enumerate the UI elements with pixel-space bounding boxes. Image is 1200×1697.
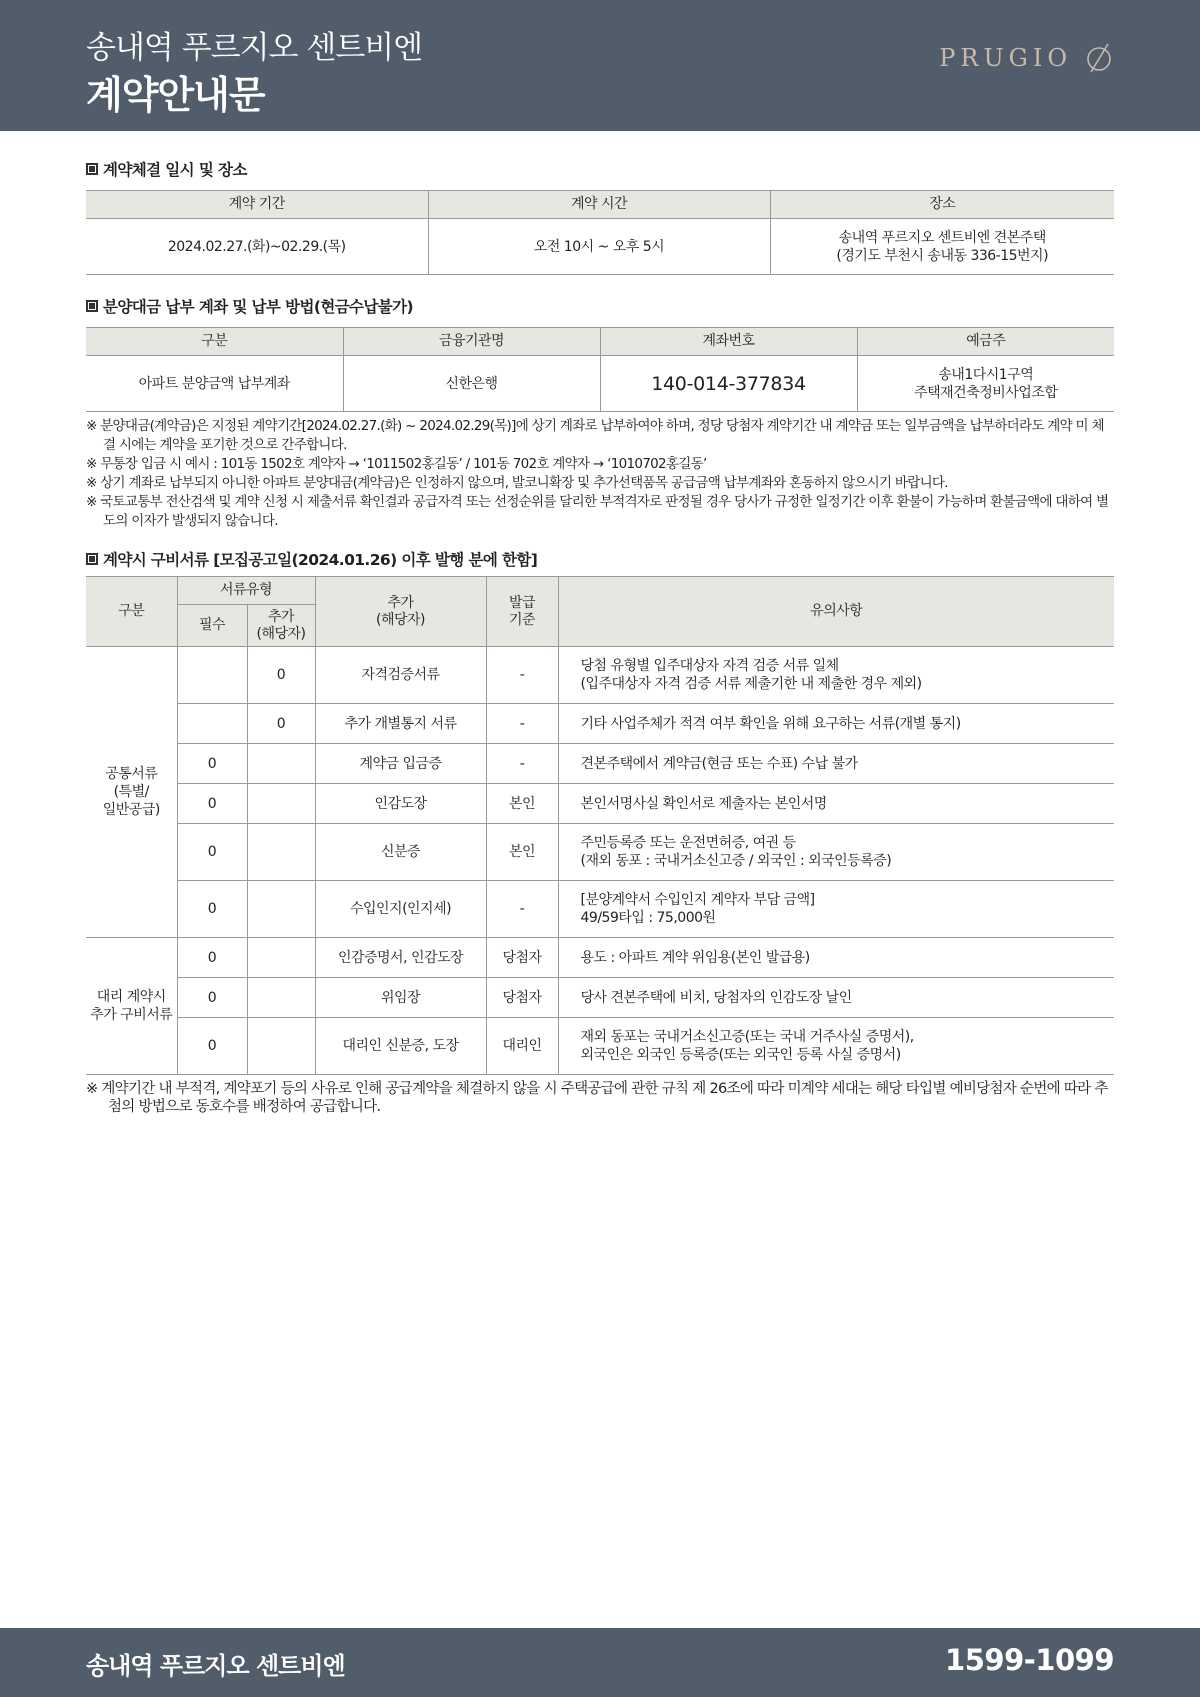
header-category: 구분 — [86, 577, 177, 647]
header-account: 계좌번호 — [600, 328, 857, 356]
square-bullet-icon — [86, 163, 98, 175]
payment-account-table — [86, 327, 1114, 412]
header-required: 필수 — [177, 605, 247, 647]
header-bank: 금융기관명 — [343, 328, 600, 356]
contract-time: 오전 10시 ~ 오후 5시 — [428, 219, 770, 275]
account-number: 140-014-377834 — [600, 356, 857, 412]
footer-phone: 1599-1099 — [945, 1643, 1114, 1677]
group-common-docs: 공통서류 (특별/ 일반공급) — [86, 647, 177, 938]
bank-name: 신한은행 — [343, 356, 600, 412]
documents-footnote: ※ 계약기간 내 부적격, 계약포기 등의 사유로 인해 공급계약을 체결하지 않을 시 주택공급에 관한 규칙 제 26조에 따라 미계약 세대는 해당 타입별 예비당첨자 순번에 따라 추첨의 방법으로 동호수를 배정하여 공급합니다. — [86, 1081, 1108, 1115]
page-header — [0, 0, 1200, 131]
note-item: ※ 상기 계좌로 납부되지 아니한 아파트 분양대금(계약금)은 인정하지 않으며, 발코니확장 및 추가선택품목 공급금액 납부계좌와 혼동하지 않으시기 바랍니다. — [86, 475, 948, 491]
project-name: 송내역 푸르지오 센트비엔 — [86, 30, 423, 66]
square-bullet-icon — [86, 300, 98, 312]
note-item: ※ 무통장 입금 시 예시 : 101동 1502호 계약자 → ‘1011502홍길동’ / 101동 702호 계약자 → ‘1010702홍길동’ — [86, 456, 707, 472]
payment-notes — [86, 417, 1114, 531]
main-content — [86, 158, 1114, 1116]
table-row: 0 대리인 신분증, 도장 대리인 재외 동포는 국내거소신고증(또는 국내 거주사실 증명서), 외국인은 외국인 등록증(또는 외국인 등록 사실 증명서) — [86, 1018, 1114, 1075]
header-issue-basis: 발급 기준 — [486, 577, 558, 647]
contract-place: 송내역 푸르지오 센트비엔 견본주택 (경기도 부천시 송내동 336-15번지) — [770, 219, 1114, 275]
required-documents-table — [86, 576, 1114, 1075]
table-row: 0 추가 개별통지 서류 - 기타 사업주체가 적격 여부 확인을 위해 요구하는 서류(개별 통지) — [86, 704, 1114, 744]
table-row: 0 계약금 입금증 - 견본주택에서 계약금(현금 또는 수표) 수납 불가 — [86, 744, 1114, 784]
table-row: 대리 계약시 추가 구비서류 0 인감증명서, 인감도장 당첨자 용도 : 아파트 계약 위임용(본인 발급용) — [86, 938, 1114, 978]
header-remarks: 유의사항 — [558, 577, 1114, 647]
footer-project-name: 송내역 푸르지오 센트비엔 — [86, 1652, 345, 1680]
logo-text: PRUGIO — [939, 44, 1072, 72]
note-item: ※ 국토교통부 전산검색 및 계약 신청 시 제출서류 확인결과 공급자격 또는 선정순위를 달리한 부적격자로 판정될 경우 당사가 규정한 일정기간 이후 환불이 가능하며 환불금액에 대하여 별도의 이자가 발생되지 않습니다. — [86, 494, 1109, 529]
table-row: 0 수입인지(인지세) - [분양계약서 수입인지 계약자 부담 금액] 49/59타입 : 75,000원 — [86, 881, 1114, 938]
page-footer — [0, 1628, 1200, 1697]
header-additional: 추가 (해당자) — [247, 605, 315, 647]
table-row: 공통서류 (특별/ 일반공급) 0 자격검증서류 - 당첨 유형별 입주대상자 자격 검증 서류 일체 (입주대상자 자격 검증 서류 제출기한 내 제출한 경우 제외) — [86, 647, 1114, 704]
header-place: 장소 — [770, 191, 1114, 219]
header-doc-type: 서류유형 — [177, 577, 315, 605]
section-title-required-documents: 계약시 구비서류 [모집공고일(2024.01.26) 이후 발행 분에 한함] — [86, 548, 1114, 570]
table-row: 0 인감도장 본인 본인서명사실 확인서로 제출자는 본인서명 — [86, 784, 1114, 824]
note-item: ※ 분양대금(계약금)은 지정된 계약기간[2024.02.27.(화) ~ 2024.02.29(목)]에 상기 계좌로 납부하여야 하며, 정당 당첨자 계약기간 내 계약금 또는 일부금액을 납부하더라도 계약 미 체결 시에는 계약을 포기한 것으로 간주합니다. — [86, 418, 1104, 453]
group-proxy-docs: 대리 계약시 추가 구비서류 — [86, 938, 177, 1075]
header-period: 계약 기간 — [86, 191, 428, 219]
square-bullet-icon — [86, 553, 98, 565]
header-category: 구분 — [86, 328, 343, 356]
brand-logo — [939, 40, 1114, 76]
prugio-emblem-icon — [1084, 42, 1114, 74]
page-title: 계약안내문 — [86, 73, 265, 117]
contract-schedule-table — [86, 190, 1114, 275]
header-holder: 예금주 — [857, 328, 1114, 356]
header-time: 계약 시간 — [428, 191, 770, 219]
table-row: 0 신분증 본인 주민등록증 또는 운전면허증, 여권 등 (재외 동포 : 국내거소신고증 / 외국인 : 외국인등록증) — [86, 824, 1114, 881]
table-row: 0 위임장 당첨자 당사 견본주택에 비치, 당첨자의 인감도장 날인 — [86, 978, 1114, 1018]
header-extra: 추가 (해당자) — [315, 577, 486, 647]
account-category: 아파트 분양금액 납부계좌 — [86, 356, 343, 412]
contract-period: 2024.02.27.(화)~02.29.(목) — [86, 219, 428, 275]
section-title-contract-schedule: 계약체결 일시 및 장소 — [86, 158, 1114, 180]
section-title-payment-account: 분양대금 납부 계좌 및 납부 방법(현금수납불가) — [86, 295, 1114, 317]
account-holder: 송내1다시1구역 주택재건축정비사업조합 — [857, 356, 1114, 412]
